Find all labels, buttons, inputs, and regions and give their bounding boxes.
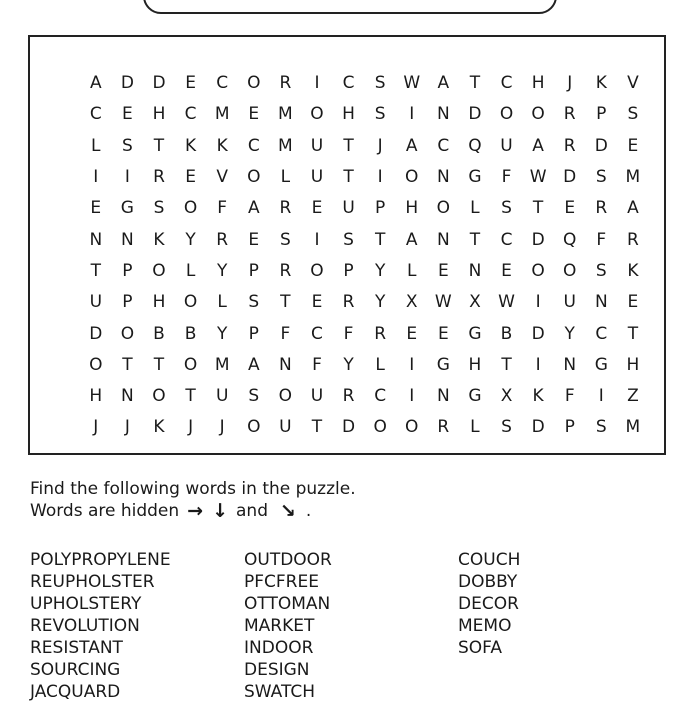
grid-cell[interactable]: O bbox=[183, 292, 198, 313]
grid-cell[interactable]: N bbox=[436, 167, 450, 188]
grid-cell[interactable]: B bbox=[153, 323, 165, 344]
grid-cell[interactable]: H bbox=[342, 104, 355, 125]
grid-cell[interactable]: S bbox=[595, 417, 607, 438]
word-list-item: PFCFREE bbox=[244, 572, 319, 592]
grid-cell[interactable]: Y bbox=[374, 292, 386, 313]
grid-cell[interactable]: I bbox=[124, 167, 130, 188]
grid-cell[interactable]: L bbox=[470, 198, 480, 219]
grid-cell[interactable]: E bbox=[437, 323, 449, 344]
grid-cell[interactable]: C bbox=[342, 73, 355, 94]
grid-cell[interactable]: E bbox=[185, 73, 196, 94]
grid-cell[interactable]: O bbox=[405, 417, 419, 438]
grid-cell[interactable]: D bbox=[594, 135, 608, 156]
grid-cell[interactable]: E bbox=[248, 229, 260, 250]
grid-cell[interactable]: A bbox=[532, 135, 544, 156]
grid-cell[interactable]: E bbox=[627, 292, 639, 313]
grid-cell[interactable]: L bbox=[91, 135, 101, 156]
grid-cell[interactable]: D bbox=[89, 323, 103, 344]
grid-cell[interactable]: S bbox=[248, 292, 260, 313]
arrow-down-icon: ↓ bbox=[212, 500, 229, 522]
grid-cell[interactable]: A bbox=[89, 73, 102, 94]
grid-cell[interactable]: F bbox=[343, 323, 354, 344]
grid-cell[interactable]: O bbox=[310, 104, 324, 125]
grid-cell[interactable]: B bbox=[500, 323, 513, 344]
grid-cell[interactable]: P bbox=[596, 104, 607, 125]
grid-cell[interactable]: O bbox=[247, 417, 261, 438]
grid-cell[interactable]: T bbox=[501, 354, 512, 375]
grid-cell[interactable]: P bbox=[375, 198, 386, 219]
grid-cell[interactable]: E bbox=[501, 260, 512, 281]
grid-cell[interactable]: R bbox=[216, 229, 229, 250]
grid-cell[interactable]: F bbox=[217, 198, 228, 219]
grid-cell[interactable]: W bbox=[434, 292, 452, 313]
grid-cell[interactable]: U bbox=[342, 198, 355, 219]
grid-cell[interactable]: O bbox=[310, 260, 324, 281]
grid-cell[interactable]: M bbox=[214, 354, 230, 375]
word-list-item: POLYPROPYLENE bbox=[30, 550, 171, 570]
grid-cell[interactable]: S bbox=[627, 104, 639, 125]
grid-cell[interactable]: N bbox=[279, 354, 292, 375]
grid-cell[interactable]: O bbox=[247, 73, 261, 94]
grid-cell[interactable]: T bbox=[90, 260, 101, 281]
grid-cell[interactable]: E bbox=[122, 104, 133, 125]
grid-cell[interactable]: R bbox=[563, 104, 576, 125]
grid-cell[interactable]: K bbox=[532, 386, 544, 407]
grid-cell[interactable]: U bbox=[500, 135, 513, 156]
word-list-item: MEMO bbox=[458, 616, 512, 636]
grid-cell[interactable]: O bbox=[247, 167, 261, 188]
grid-cell[interactable]: N bbox=[563, 354, 577, 375]
grid-cell[interactable]: G bbox=[436, 354, 450, 375]
grid-cell[interactable]: T bbox=[280, 292, 291, 313]
grid-cell[interactable]: O bbox=[120, 323, 135, 344]
grid-cell[interactable]: I bbox=[409, 354, 415, 375]
grid-cell[interactable]: N bbox=[121, 386, 134, 407]
grid-cell[interactable]: K bbox=[153, 229, 165, 250]
grid-cell[interactable]: I bbox=[535, 292, 541, 313]
word-list-item: MARKET bbox=[244, 616, 315, 636]
grid-cell[interactable]: H bbox=[152, 292, 166, 313]
grid-cell[interactable]: J bbox=[93, 417, 99, 438]
grid-cell[interactable]: C bbox=[247, 135, 260, 156]
grid-cell[interactable]: H bbox=[626, 354, 640, 375]
grid-cell[interactable]: C bbox=[374, 386, 387, 407]
grid-cell[interactable]: A bbox=[247, 354, 260, 375]
grid-cell[interactable]: T bbox=[153, 135, 165, 156]
instruction-prefix: Words are hidden bbox=[30, 501, 180, 521]
grid-cell[interactable]: C bbox=[500, 73, 513, 94]
grid-cell[interactable]: C bbox=[216, 73, 229, 94]
grid-cell[interactable]: H bbox=[152, 104, 166, 125]
grid-cell[interactable]: D bbox=[342, 417, 356, 438]
grid-cell[interactable]: N bbox=[468, 260, 482, 281]
grid-cell[interactable]: T bbox=[469, 229, 481, 250]
grid-cell[interactable]: T bbox=[374, 229, 386, 250]
grid-cell[interactable]: T bbox=[343, 167, 354, 188]
grid-cell[interactable]: R bbox=[342, 292, 355, 313]
grid-cell[interactable]: M bbox=[278, 135, 293, 156]
grid-cell[interactable]: N bbox=[121, 229, 134, 250]
grid-cell[interactable]: A bbox=[247, 198, 260, 219]
grid-cell[interactable]: Y bbox=[216, 260, 228, 281]
grid-cell[interactable]: O bbox=[152, 386, 166, 407]
grid-cell[interactable]: E bbox=[564, 198, 576, 219]
grid-cell[interactable]: E bbox=[185, 167, 196, 188]
grid-cell[interactable]: S bbox=[595, 260, 607, 281]
grid-cell[interactable]: R bbox=[279, 198, 292, 219]
grid-cell[interactable]: A bbox=[405, 229, 418, 250]
grid-cell[interactable]: I bbox=[535, 354, 541, 375]
arrow-diagonal-icon: ↘ bbox=[280, 500, 296, 522]
grid-cell[interactable]: S bbox=[501, 417, 512, 438]
grid-cell[interactable]: H bbox=[405, 198, 419, 219]
grid-cell[interactable]: F bbox=[312, 354, 322, 375]
grid-cell[interactable]: O bbox=[152, 260, 166, 281]
grid-cell[interactable]: M bbox=[278, 104, 293, 125]
grid-cell[interactable]: F bbox=[501, 167, 512, 188]
grid-cell[interactable]: L bbox=[217, 292, 227, 313]
word-list-item: DECOR bbox=[458, 594, 519, 614]
letter-grid bbox=[80, 68, 649, 444]
grid-cell[interactable]: R bbox=[563, 135, 576, 156]
instruction-line-1: Find the following words in the puzzle. bbox=[30, 479, 356, 499]
grid-cell[interactable]: T bbox=[122, 354, 133, 375]
grid-cell[interactable]: I bbox=[314, 73, 320, 94]
grid-cell[interactable]: T bbox=[532, 198, 544, 219]
grid-cell[interactable]: R bbox=[279, 73, 292, 94]
grid-cell[interactable]: T bbox=[469, 73, 481, 94]
grid-cell[interactable]: S bbox=[374, 73, 386, 94]
grid-cell[interactable]: J bbox=[124, 417, 130, 438]
grid-cell[interactable]: C bbox=[311, 323, 323, 344]
grid-cell[interactable]: T bbox=[153, 354, 165, 375]
grid-cell[interactable]: X bbox=[500, 386, 513, 407]
grid-cell[interactable]: H bbox=[89, 386, 103, 407]
grid-cell[interactable]: D bbox=[152, 73, 166, 94]
grid-cell[interactable]: F bbox=[280, 323, 291, 344]
grid-cell[interactable]: P bbox=[248, 260, 259, 281]
grid-cell[interactable]: V bbox=[627, 73, 639, 94]
grid-cell[interactable]: S bbox=[343, 229, 354, 250]
grid-cell[interactable]: G bbox=[594, 354, 608, 375]
grid-cell[interactable]: O bbox=[405, 167, 419, 188]
grid-cell[interactable]: J bbox=[219, 417, 225, 438]
grid-cell[interactable]: H bbox=[531, 73, 545, 94]
grid-cell[interactable]: J bbox=[567, 73, 573, 94]
grid-cell[interactable]: O bbox=[89, 354, 103, 375]
grid-cell[interactable]: J bbox=[188, 417, 194, 438]
word-list-item: REUPHOLSTER bbox=[30, 572, 155, 592]
grid-cell[interactable]: C bbox=[184, 104, 197, 125]
grid-cell[interactable]: E bbox=[248, 104, 260, 125]
word-list-column-1 bbox=[30, 549, 171, 703]
grid-cell[interactable]: V bbox=[216, 167, 228, 188]
grid-cell[interactable]: S bbox=[153, 198, 165, 219]
grid-cell[interactable]: P bbox=[343, 260, 354, 281]
grid-cell[interactable]: B bbox=[184, 323, 197, 344]
instructions bbox=[30, 478, 356, 522]
grid-cell[interactable]: D bbox=[531, 229, 545, 250]
grid-cell[interactable]: L bbox=[375, 354, 385, 375]
grid-cell[interactable]: K bbox=[185, 135, 197, 156]
grid-cell[interactable]: K bbox=[153, 417, 165, 438]
grid-cell[interactable]: E bbox=[406, 323, 418, 344]
word-list-item: OTTOMAN bbox=[244, 594, 331, 614]
grid-cell[interactable]: O bbox=[183, 198, 198, 219]
instruction-and: and bbox=[236, 501, 268, 521]
grid-cell[interactable]: A bbox=[405, 135, 418, 156]
grid-cell[interactable]: G bbox=[468, 386, 482, 407]
grid-cell[interactable]: F bbox=[564, 386, 575, 407]
grid-cell[interactable]: Q bbox=[468, 135, 482, 156]
word-list-item: OUTDOOR bbox=[244, 550, 332, 570]
grid-cell[interactable]: K bbox=[595, 73, 607, 94]
grid-cell[interactable]: N bbox=[594, 292, 608, 313]
grid-cell[interactable]: A bbox=[437, 73, 450, 94]
grid-cell[interactable]: S bbox=[248, 386, 260, 407]
grid-cell[interactable]: G bbox=[468, 323, 482, 344]
word-list-item: REVOLUTION bbox=[30, 616, 140, 636]
grid-cell[interactable]: L bbox=[406, 260, 417, 281]
title-box bbox=[143, 0, 557, 14]
grid-cell[interactable]: E bbox=[311, 198, 323, 219]
word-list-item: RESISTANT bbox=[30, 638, 123, 658]
grid-cell[interactable]: R bbox=[626, 229, 639, 250]
word-list-item: DOBBY bbox=[458, 572, 518, 592]
word-list-item: INDOOR bbox=[244, 638, 314, 658]
grid-cell[interactable]: T bbox=[185, 386, 196, 407]
grid-cell[interactable]: Y bbox=[343, 354, 354, 375]
grid-cell[interactable]: R bbox=[153, 167, 165, 188]
grid-cell[interactable]: C bbox=[595, 323, 608, 344]
grid-cell[interactable]: E bbox=[627, 135, 639, 156]
grid-cell[interactable]: Y bbox=[185, 229, 196, 250]
grid-cell[interactable]: X bbox=[469, 292, 481, 313]
grid-cell[interactable]: H bbox=[468, 354, 482, 375]
grid-cell[interactable]: K bbox=[627, 260, 639, 281]
grid-cell[interactable]: N bbox=[89, 229, 103, 250]
grid-cell[interactable]: O bbox=[563, 260, 577, 281]
grid-cell[interactable]: R bbox=[279, 260, 292, 281]
grid-cell[interactable]: C bbox=[500, 229, 513, 250]
grid-cell[interactable]: I bbox=[598, 386, 604, 407]
grid-cell[interactable]: L bbox=[185, 260, 196, 281]
grid-cell[interactable]: E bbox=[90, 198, 102, 219]
grid-cell[interactable]: R bbox=[437, 417, 450, 438]
grid-cell[interactable]: L bbox=[470, 417, 480, 438]
grid-cell[interactable]: U bbox=[310, 135, 324, 156]
grid-cell[interactable]: L bbox=[280, 167, 291, 188]
instruction-line-2 bbox=[30, 500, 356, 522]
grid-cell[interactable]: U bbox=[215, 386, 229, 407]
grid-cell[interactable]: D bbox=[468, 104, 482, 125]
word-list-item: SOFA bbox=[458, 638, 503, 658]
grid-cell[interactable]: Y bbox=[564, 323, 575, 344]
grid-cell[interactable]: G bbox=[468, 167, 482, 188]
grid-cell[interactable]: U bbox=[310, 167, 324, 188]
word-list-item: SOURCING bbox=[30, 660, 121, 680]
grid-cell[interactable]: E bbox=[437, 260, 449, 281]
grid-cell[interactable]: M bbox=[625, 417, 641, 438]
grid-cell[interactable]: O bbox=[373, 417, 387, 438]
puzzle-grid-frame bbox=[28, 35, 666, 455]
word-list-item: JACQUARD bbox=[30, 682, 121, 702]
grid-cell[interactable]: Y bbox=[216, 323, 228, 344]
grid-cell[interactable]: D bbox=[120, 73, 134, 94]
grid-cell[interactable]: M bbox=[625, 167, 641, 188]
grid-cell[interactable]: W bbox=[498, 292, 515, 313]
grid-cell[interactable]: G bbox=[120, 198, 134, 219]
grid-cell[interactable]: N bbox=[436, 386, 450, 407]
grid-cell[interactable]: D bbox=[531, 417, 545, 438]
grid-cell[interactable]: T bbox=[311, 417, 323, 438]
grid-cell[interactable]: P bbox=[122, 260, 133, 281]
grid-cell[interactable]: I bbox=[314, 229, 320, 250]
word-list-item: SWATCH bbox=[244, 682, 316, 702]
grid-cell[interactable]: O bbox=[183, 354, 198, 375]
grid-cell[interactable]: Q bbox=[563, 229, 577, 250]
grid-cell[interactable]: W bbox=[529, 167, 547, 188]
grid-cell[interactable]: U bbox=[310, 386, 324, 407]
grid-cell[interactable]: Y bbox=[374, 260, 386, 281]
grid-cell[interactable]: S bbox=[595, 167, 607, 188]
grid-cell[interactable]: U bbox=[89, 292, 103, 313]
grid-cell[interactable]: R bbox=[374, 323, 387, 344]
word-list-column-2 bbox=[244, 549, 332, 703]
grid-cell[interactable]: O bbox=[531, 260, 545, 281]
word-list-item: COUCH bbox=[458, 550, 521, 570]
grid-cell[interactable]: R bbox=[595, 198, 608, 219]
grid-cell[interactable]: S bbox=[279, 229, 291, 250]
grid-cell[interactable]: S bbox=[501, 198, 512, 219]
grid-cell[interactable]: K bbox=[216, 135, 228, 156]
grid-cell[interactable]: J bbox=[377, 135, 383, 156]
grid-cell[interactable]: U bbox=[563, 292, 576, 313]
grid-cell[interactable]: Z bbox=[627, 386, 639, 407]
grid-cell[interactable]: T bbox=[627, 323, 639, 344]
grid-cell[interactable]: U bbox=[279, 417, 292, 438]
grid-cell[interactable]: M bbox=[214, 104, 230, 125]
grid-cell[interactable]: F bbox=[596, 229, 607, 250]
grid-cell[interactable]: D bbox=[563, 167, 577, 188]
grid-cell[interactable]: I bbox=[377, 167, 383, 188]
grid-cell[interactable]: R bbox=[342, 386, 355, 407]
grid-cell[interactable]: O bbox=[278, 386, 293, 407]
grid-cell[interactable]: I bbox=[93, 167, 99, 188]
word-list-column-3 bbox=[458, 549, 520, 659]
grid-cell[interactable]: P bbox=[122, 292, 133, 313]
grid-cell[interactable]: W bbox=[403, 73, 421, 94]
grid-cell[interactable]: A bbox=[627, 198, 639, 219]
grid-cell[interactable]: D bbox=[531, 323, 545, 344]
word-list-item: DESIGN bbox=[244, 660, 310, 680]
grid-cell[interactable]: O bbox=[499, 104, 514, 125]
grid-cell[interactable]: S bbox=[374, 104, 386, 125]
instruction-end: . bbox=[305, 501, 312, 521]
word-list-item: UPHOLSTERY bbox=[30, 594, 142, 614]
grid-cell[interactable]: P bbox=[248, 323, 259, 344]
grid-cell[interactable]: N bbox=[436, 104, 450, 125]
grid-cell[interactable]: T bbox=[343, 135, 354, 156]
grid-cell[interactable]: P bbox=[564, 417, 575, 438]
grid-cell[interactable]: O bbox=[436, 198, 451, 219]
grid-cell[interactable]: I bbox=[409, 386, 415, 407]
grid-cell[interactable]: X bbox=[405, 292, 418, 313]
grid-cell[interactable]: C bbox=[89, 104, 102, 125]
grid-cell[interactable]: N bbox=[436, 229, 450, 250]
grid-cell[interactable]: C bbox=[437, 135, 450, 156]
grid-cell[interactable]: S bbox=[121, 135, 133, 156]
grid-cell[interactable]: I bbox=[409, 104, 415, 125]
grid-cell[interactable]: O bbox=[531, 104, 545, 125]
arrow-right-icon: → bbox=[187, 500, 204, 522]
grid-cell[interactable]: E bbox=[311, 292, 323, 313]
